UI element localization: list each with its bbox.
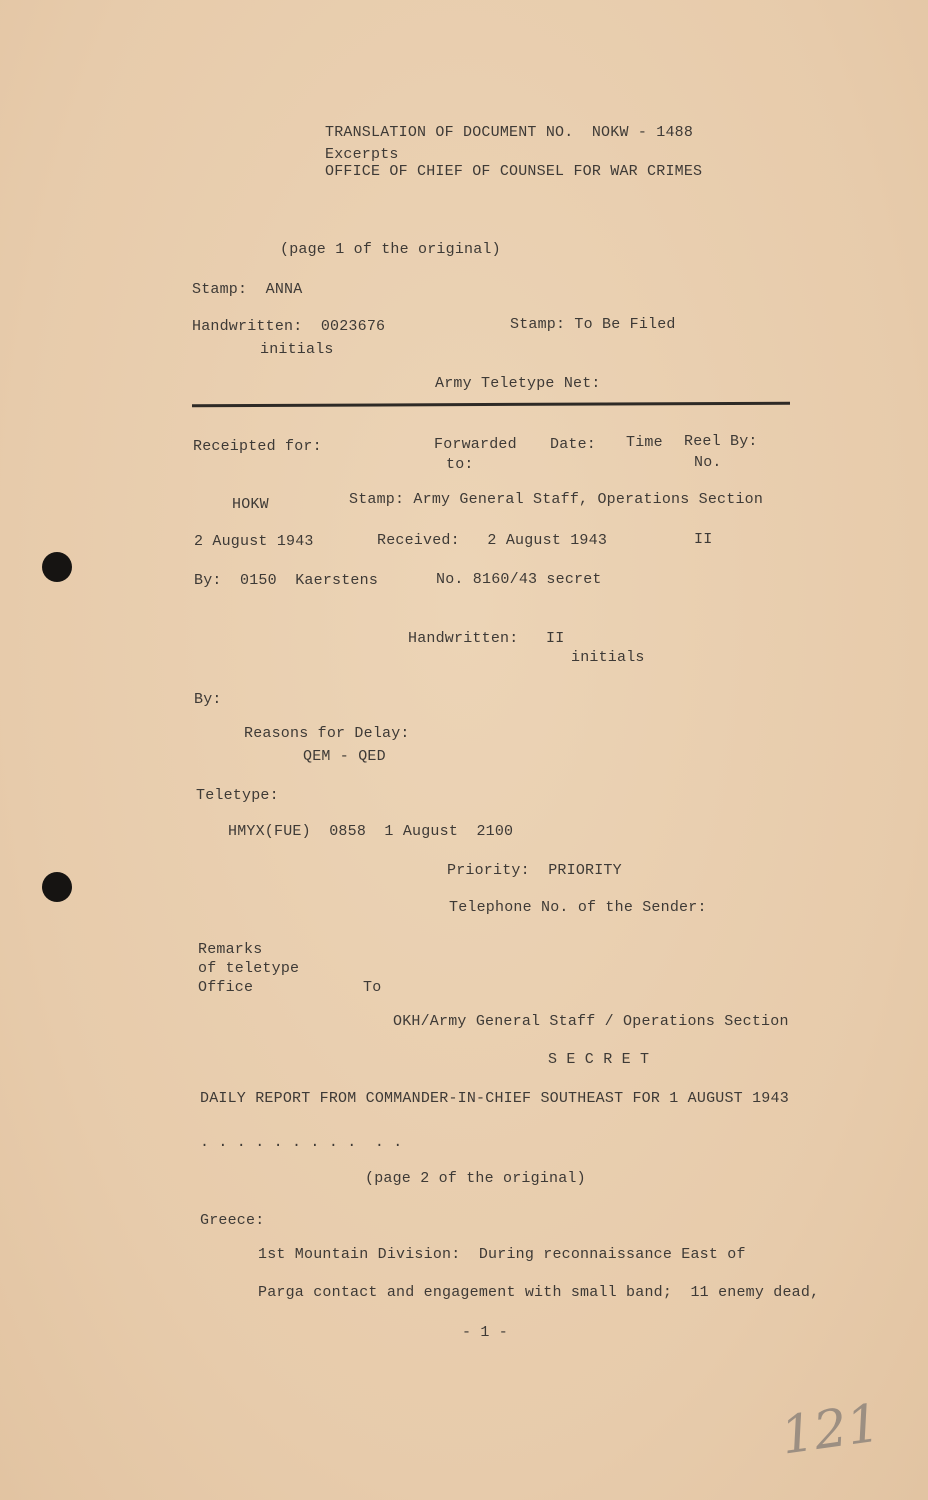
- reasons-for-delay: Reasons for Delay:: [244, 725, 410, 742]
- to-label: To: [363, 979, 382, 996]
- number-line: No. 8160/43 secret: [436, 571, 602, 588]
- stamp-anna: Stamp: ANNA: [192, 281, 303, 298]
- handwritten-number: Handwritten: 0023676: [192, 318, 386, 335]
- telephone-line: Telephone No. of the Sender:: [449, 899, 707, 916]
- body-line-2: Parga contact and engagement with small band; 11 enemy dead,: [258, 1284, 820, 1301]
- secret-heading: S E C R E T: [548, 1051, 650, 1068]
- daily-report-title: DAILY REPORT FROM COMMANDER-IN-CHIEF SOUTHEAST FOR 1 AUGUST 1943: [200, 1090, 789, 1107]
- page-1-note: (page 1 of the original): [280, 241, 501, 258]
- by-label: By:: [194, 691, 222, 708]
- priority-line: Priority: PRIORITY: [447, 862, 622, 879]
- net-title: Army Teletype Net:: [435, 375, 601, 392]
- header-title: TRANSLATION OF DOCUMENT NO. NOKW - 1488: [325, 124, 694, 141]
- page-number: - 1 -: [462, 1324, 509, 1341]
- reel-no-label: No.: [694, 454, 722, 471]
- stamp-operations: Stamp: Army General Staff, Operations Section: [349, 491, 764, 508]
- hokw-code: HOKW: [232, 496, 269, 513]
- pencil-page-mark: 121: [777, 1393, 884, 1467]
- teletype-label: Teletype:: [196, 787, 279, 804]
- received-line: Received: 2 August 1943: [377, 532, 608, 549]
- remarks-line-2: of teletype: [198, 960, 300, 977]
- qem-qed: QEM - QED: [303, 748, 386, 765]
- remarks-line-3: Office: [198, 979, 254, 996]
- forwarded-to-label: to:: [446, 456, 474, 473]
- date-label: Date:: [550, 436, 597, 453]
- by-line: By: 0150 Kaerstens: [194, 572, 379, 589]
- addressee: OKH/Army General Staff / Operations Section: [393, 1013, 789, 1030]
- reel-label: Reel By:: [684, 433, 758, 450]
- header-office: OFFICE OF CHIEF OF COUNSEL FOR WAR CRIMES: [325, 163, 703, 180]
- date-left: 2 August 1943: [194, 533, 314, 550]
- header-excerpts: Excerpts: [325, 146, 399, 163]
- initials-2: initials: [571, 649, 645, 666]
- receipted-for-label: Receipted for:: [193, 438, 322, 455]
- greece-heading: Greece:: [200, 1212, 265, 1229]
- punch-hole-top: [42, 552, 72, 582]
- roman-ii: II: [694, 531, 713, 548]
- body-line-1: 1st Mountain Division: During reconnaissance East of: [258, 1246, 746, 1263]
- remarks-line-1: Remarks: [198, 941, 263, 958]
- forwarded-label: Forwarded: [434, 436, 517, 453]
- handwritten-ii: Handwritten: II: [408, 630, 565, 647]
- stamp-to-be-filed: Stamp: To Be Filed: [510, 316, 676, 333]
- time-label: Time: [626, 434, 663, 451]
- page-2-note: (page 2 of the original): [365, 1170, 586, 1187]
- divider-rule: [192, 402, 790, 408]
- initials-1: initials: [260, 341, 334, 358]
- hmyx-line: HMYX(FUE) 0858 1 August 2100: [228, 823, 514, 840]
- punch-hole-bottom: [42, 872, 72, 902]
- omission-dots: . . . . . . . . . . .: [200, 1134, 403, 1151]
